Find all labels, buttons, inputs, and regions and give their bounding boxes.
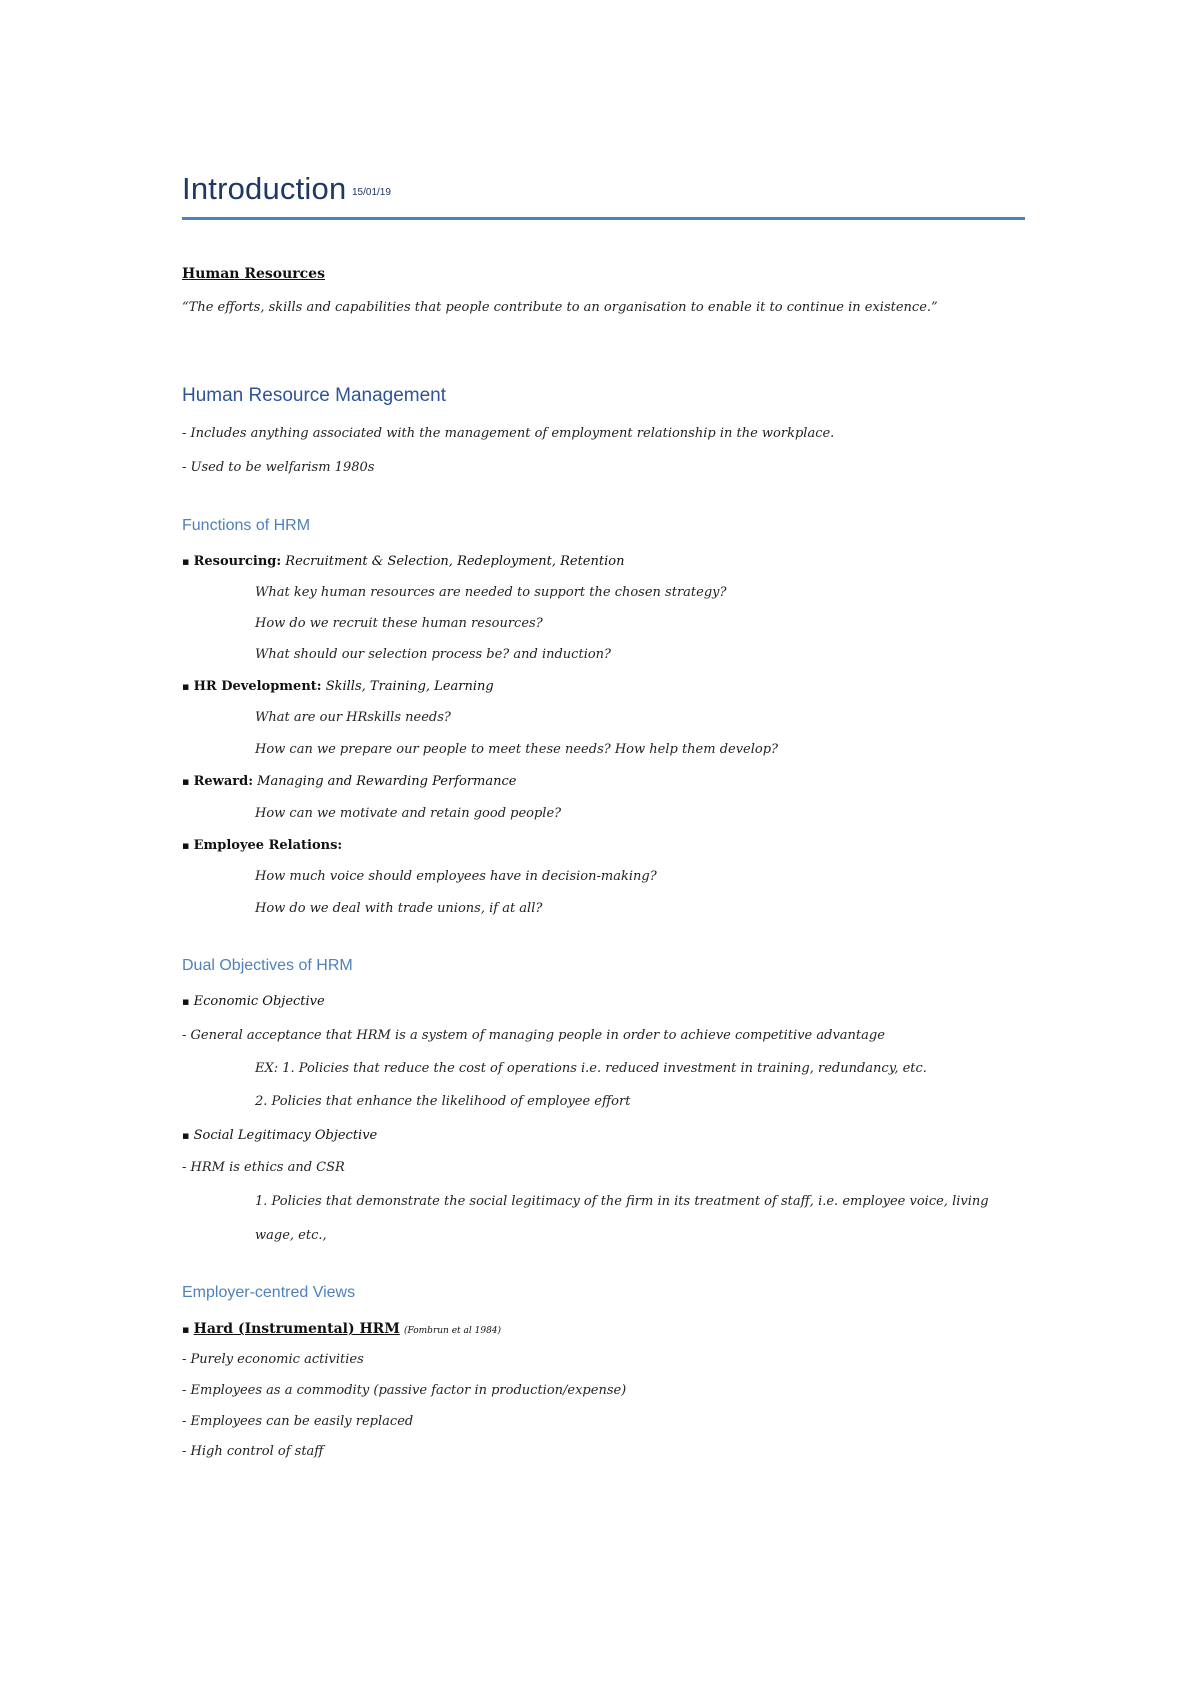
human-resources-heading: Human Resources [182, 266, 325, 282]
economic-example: 2. Policies that enhance the likelihood of employee effort [255, 1094, 631, 1109]
question-line: How do we deal with trade unions, if at all? [255, 901, 543, 916]
resourcing-detail: Recruitment & Selection, Redeployment, Retention [281, 554, 625, 569]
page-title: Introduction [182, 171, 347, 206]
reward-detail: Managing and Rewarding Performance [253, 774, 517, 789]
social-example-continued: wage, etc., [255, 1228, 327, 1243]
economic-objective-item [182, 994, 325, 1009]
question-line: What are our HRskills needs? [255, 710, 451, 725]
title-date: 15/01/19 [352, 187, 391, 198]
economic-line: - General acceptance that HRM is a system of managing people in order to achieve competitive advantage [182, 1028, 885, 1043]
employer-line: - Employees as a commodity (passive factor in production/expense) [182, 1383, 627, 1398]
title-divider [182, 217, 1025, 220]
employer-line: - Purely economic activities [182, 1352, 364, 1367]
development-label: HR Development: [193, 679, 322, 694]
question-line: How can we prepare our people to meet these needs? How help them develop? [255, 742, 779, 757]
question-line: What should our selection process be? and induction? [255, 647, 612, 662]
functions-heading: Functions of HRM [182, 517, 311, 534]
economic-example: EX: 1. Policies that reduce the cost of operations i.e. reduced investment in training, redundancy, etc. [255, 1061, 927, 1076]
hard-hrm-label: Hard (Instrumental) HRM [193, 1321, 400, 1337]
hard-hrm-item [182, 1321, 501, 1337]
development-detail: Skills, Training, Learning [321, 679, 494, 694]
employer-line: - Employees can be easily replaced [182, 1414, 414, 1429]
reward-item [182, 774, 516, 789]
question-line: How can we motivate and retain good people? [255, 806, 562, 821]
social-example: 1. Policies that demonstrate the social legitimacy of the firm in its treatment of staff, i.e. employee voice, living [255, 1194, 989, 1209]
development-item [182, 679, 494, 694]
economic-objective-label: Economic Objective [193, 994, 325, 1009]
resourcing-label: Resourcing: [193, 554, 282, 569]
dual-objectives-heading: Dual Objectives of HRM [182, 957, 353, 974]
bullet-icon: ▪ [182, 1129, 190, 1142]
employer-line: - High control of staff [182, 1444, 324, 1459]
bullet-icon: ▪ [182, 555, 190, 568]
question-line: How do we recruit these human resources? [255, 616, 543, 631]
social-objective-label: Social Legitimacy Objective [193, 1128, 378, 1143]
relations-item [182, 838, 342, 853]
question-line: What key human resources are needed to support the chosen strategy? [255, 585, 727, 600]
hrm-line: - Used to be welfarism 1980s [182, 460, 375, 475]
bullet-icon: ▪ [182, 1323, 190, 1336]
bullet-icon: ▪ [182, 680, 190, 693]
resourcing-item [182, 554, 624, 569]
social-objective-item [182, 1128, 377, 1143]
employer-views-heading: Employer-centred Views [182, 1284, 356, 1301]
human-resources-quote: “The efforts, skills and capabilities that people contribute to an organisation to enable it to continue in existence.” [182, 300, 938, 315]
social-line: - HRM is ethics and CSR [182, 1160, 345, 1175]
hard-hrm-citation: (Fombrun et al 1984) [403, 1326, 502, 1336]
bullet-icon: ▪ [182, 839, 190, 852]
hrm-heading: Human Resource Management [182, 385, 447, 406]
relations-label: Employee Relations: [193, 838, 343, 853]
reward-label: Reward: [193, 774, 254, 789]
bullet-icon: ▪ [182, 995, 190, 1008]
bullet-icon: ▪ [182, 775, 190, 788]
question-line: How much voice should employees have in decision-making? [255, 869, 657, 884]
hrm-line: - Includes anything associated with the management of employment relationship in the workplace. [182, 426, 835, 441]
